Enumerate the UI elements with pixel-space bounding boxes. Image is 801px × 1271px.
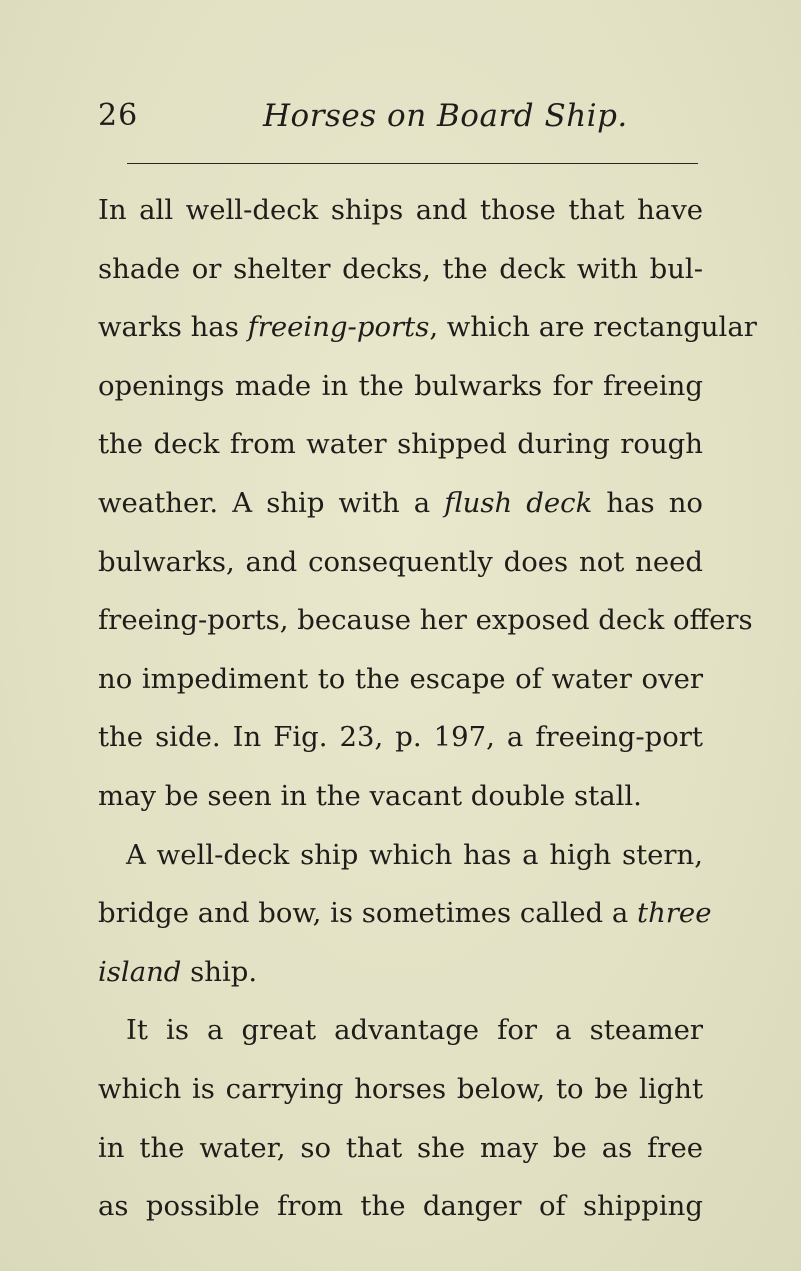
text-line: In all well-deck ships and those that have [98, 194, 703, 226]
text-line: in the water, so that she may be as free [98, 1131, 703, 1164]
text-segment: weather. A ship with a [98, 486, 445, 519]
paragraph-2 [98, 835, 712, 1011]
text-line: freeing-ports, because her exposed deck offers [98, 604, 753, 637]
paragraph-3 [98, 1010, 703, 1244]
body-text [98, 190, 757, 1245]
text-line [98, 483, 703, 542]
text-line: may be seen in the vacant double stall. [98, 779, 642, 812]
text-line: bulwarks, and consequently does not need [98, 545, 703, 578]
text-line [98, 952, 703, 1011]
header-rule [127, 163, 698, 164]
running-title: Horses on Board Ship. [263, 98, 628, 134]
text-line: It is a great advantage for a steamer [126, 1014, 703, 1047]
text-line: which is carrying horses below, to be light [98, 1072, 703, 1105]
text-line: no impediment to the escape of water over [98, 662, 703, 695]
text-segment: bridge and bow, is sometimes called a [98, 897, 638, 930]
text-segment: , which are rectangular [429, 311, 757, 344]
text-line: the side. In Fig. 23, p. 197, a freeing-port [98, 721, 703, 754]
page-number: 26 [98, 98, 139, 133]
paragraph-1 [98, 190, 757, 835]
text-line: as possible from the danger of shipping [98, 1190, 703, 1223]
italic-term-flush-deck: flush deck [444, 486, 593, 519]
italic-term-three: three [637, 897, 712, 930]
text-segment: warks has [98, 311, 248, 344]
page-header [98, 98, 700, 148]
text-line: openings made in the bulwarks for freeing [98, 369, 703, 402]
text-line: A well-deck ship which has a high stern, [126, 838, 703, 871]
text-segment: ship. [181, 955, 258, 988]
italic-term-freeing-ports: freeing-ports [247, 311, 430, 344]
text-line [98, 307, 757, 366]
text-line [98, 893, 712, 952]
text-line: shade or shelter decks, the deck with bul- [98, 252, 703, 285]
text-segment: has no [592, 486, 703, 519]
text-line: the deck from water shipped during rough [98, 428, 703, 461]
italic-term-island: island [98, 955, 182, 988]
